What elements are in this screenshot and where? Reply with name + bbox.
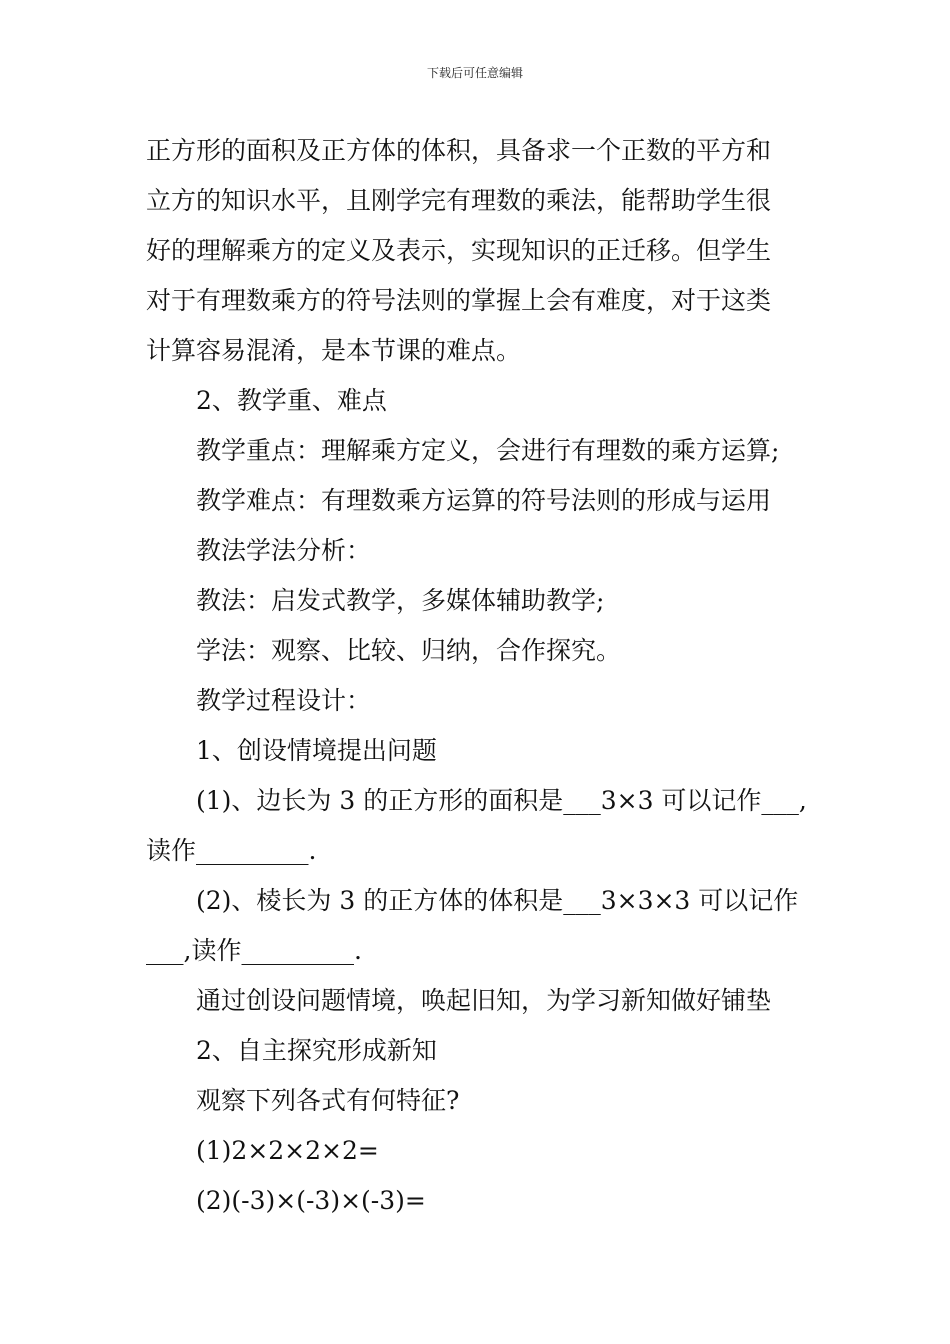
paragraph-line: 计算容易混淆，是本节课的难点。 (146, 336, 522, 365)
paragraph-line: 对于有理数乘方的符号法则的掌握上会有难度，对于这类 (146, 286, 772, 315)
section-heading: 2、教学重、难点 (196, 386, 387, 415)
paragraph-line: 立方的知识水平，且刚学完有理数的乘法，能帮助学生很 (146, 186, 772, 215)
paragraph-line: 好的理解乘方的定义及表示，实现知识的正迁移。但学生 (146, 236, 772, 265)
formula-line: (1)2×2×2×2= (196, 1136, 379, 1165)
paragraph-line: 学法：观察、比较、归纳，合作探究。 (196, 636, 622, 665)
page-header: 下载后可任意编辑 (426, 66, 523, 80)
section-heading: 教法学法分析： (196, 536, 372, 565)
paragraph-line: 教法：启发式教学，多媒体辅助教学; (196, 586, 605, 615)
question-line: (1)、边长为 3 的正方形的面积是___3×3 可以记作___, (196, 786, 807, 815)
document-body (146, 126, 826, 1226)
section-heading: 1、创设情境提出问题 (196, 736, 437, 765)
section-heading: 教学过程设计： (196, 686, 372, 715)
paragraph-line: 通过创设问题情境，唤起旧知，为学习新知做好铺垫 (196, 986, 772, 1015)
section-heading: 2、自主探究形成新知 (196, 1036, 437, 1065)
paragraph-line: 正方形的面积及正方体的体积，具备求一个正数的平方和 (146, 136, 772, 165)
question-line: (2)、棱长为 3 的正方体的体积是___3×3×3 可以记作 (196, 886, 799, 915)
paragraph-line: 观察下列各式有何特征? (196, 1086, 460, 1115)
question-line: ___,读作_________. (146, 936, 362, 965)
question-line: 读作_________. (146, 836, 317, 865)
paragraph-line: 教学重点：理解乘方定义，会进行有理数的乘方运算; (196, 436, 780, 465)
formula-line: (2)(-3)×(-3)×(-3)= (196, 1186, 426, 1215)
paragraph-line: 教学难点：有理数乘方运算的符号法则的形成与运用 (196, 486, 772, 515)
